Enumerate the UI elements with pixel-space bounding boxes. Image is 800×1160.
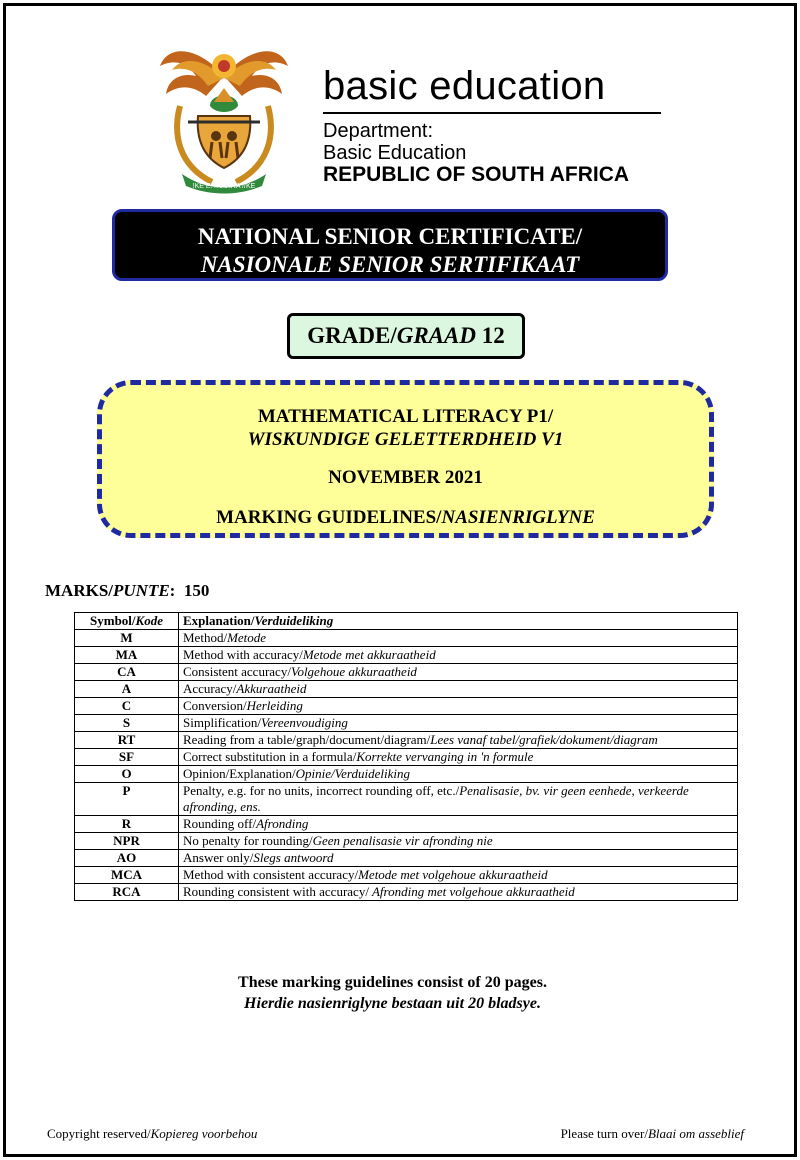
grade-box: [287, 313, 525, 359]
table-row: [75, 833, 738, 850]
table-row: [75, 816, 738, 833]
code-explanation: Rounding off/Afronding: [179, 816, 738, 833]
table-row: [75, 732, 738, 749]
code-symbol: A: [75, 681, 179, 698]
subject-title-af: WISKUNDIGE GELETTERDHEID V1: [247, 429, 564, 450]
code-symbol: AO: [75, 850, 179, 867]
department-label: Department:: [323, 120, 434, 142]
coat-of-arms-logo: [158, 36, 290, 194]
code-explanation: Consistent accuracy/Volgehoue akkuraatheid: [179, 664, 738, 681]
table-row: [75, 749, 738, 766]
code-explanation: Answer only/Slegs antwoord: [179, 850, 738, 867]
page-count-en: These marking guidelines consist of 20 pages.: [238, 974, 547, 991]
code-explanation: No penalty for rounding/Geen penalisasie vir afronding nie: [179, 833, 738, 850]
table-row: [75, 766, 738, 783]
department-branding: [323, 62, 663, 186]
code-explanation: Rounding consistent with accuracy/ Afronding met volgehoue akkuraatheid: [179, 884, 738, 901]
code-symbol: RT: [75, 732, 179, 749]
table-header-row: [75, 613, 738, 630]
code-symbol: MA: [75, 647, 179, 664]
code-symbol: NPR: [75, 833, 179, 850]
total-marks-value: 150: [183, 581, 210, 600]
code-explanation: Conversion/Herleiding: [179, 698, 738, 715]
page-count-note: [0, 972, 785, 1014]
table-row: [75, 698, 738, 715]
department-name: Basic Education: [323, 142, 467, 164]
table-row: [75, 630, 738, 647]
table-row: [75, 647, 738, 664]
footer-copyright: Copyright reserved/Kopiereg voorbehou: [47, 1126, 258, 1141]
certificate-banner: [112, 209, 668, 281]
code-explanation: Method with consistent accuracy/Metode met volgehoue akkuraatheid: [179, 867, 738, 884]
code-symbol: C: [75, 698, 179, 715]
code-explanation: Simplification/Vereenvoudiging: [179, 715, 738, 732]
code-symbol: P: [75, 783, 179, 816]
code-symbol: SF: [75, 749, 179, 766]
page-count-af: Hierdie nasienriglyne bestaan uit 20 bladsye.: [244, 995, 541, 1012]
table-row: [75, 783, 738, 816]
code-explanation: Method with accuracy/Metode met akkuraatheid: [179, 647, 738, 664]
table-row: [75, 715, 738, 732]
grade-number: 12: [481, 323, 505, 348]
code-explanation: Accuracy/Akkuraatheid: [179, 681, 738, 698]
table-row: [75, 850, 738, 867]
grade-label: GRADE/: [307, 323, 397, 348]
code-symbol: MCA: [75, 867, 179, 884]
marking-codes-table: [74, 612, 738, 901]
brand-title: basic education: [323, 64, 606, 108]
code-explanation: Penalty, e.g. for no units, incorrect rounding off, etc./Penalisasie, bv. vir geen eenhede, verkeerde afronding, ens.: [179, 783, 738, 816]
certificate-title-af: NASIONALE SENIOR SERTIFIKAAT: [200, 252, 580, 277]
table-row: [75, 664, 738, 681]
code-explanation: Correct substitution in a formula/Korrekte vervanging in 'n formule: [179, 749, 738, 766]
table-row: [75, 884, 738, 901]
grade-label-af: GRAAD: [396, 323, 476, 348]
crest-motto: !KE E: /XARRA //KE: [192, 183, 256, 190]
code-symbol: M: [75, 630, 179, 647]
footer-turn-over: Please turn over/Blaai om asseblief: [560, 1126, 744, 1141]
document-type: MARKING GUIDELINES/NASIENRIGLYNE: [216, 507, 595, 528]
table-row: [75, 867, 738, 884]
exam-date: NOVEMBER 2021: [328, 467, 483, 488]
code-explanation: Opinion/Explanation/Opinie/Verduideliking: [179, 766, 738, 783]
code-symbol: R: [75, 816, 179, 833]
table-row: [75, 681, 738, 698]
code-symbol: RCA: [75, 884, 179, 901]
certificate-title-en: NATIONAL SENIOR CERTIFICATE/: [197, 224, 583, 249]
header-explanation: Explanation/Verduideliking: [179, 613, 738, 630]
code-symbol: CA: [75, 664, 179, 681]
brand-divider: [323, 112, 661, 114]
header-symbol: Symbol/Kode: [75, 613, 179, 630]
code-symbol: S: [75, 715, 179, 732]
country-name: REPUBLIC OF SOUTH AFRICA: [323, 163, 630, 186]
code-symbol: O: [75, 766, 179, 783]
code-explanation: Reading from a table/graph/document/diagram/Lees vanaf tabel/grafiek/dokument/diagram: [179, 732, 738, 749]
subject-title-en: MATHEMATICAL LITERACY P1/: [257, 406, 554, 427]
total-marks: MARKS/PUNTE: 150: [45, 581, 210, 600]
subject-box: [97, 380, 714, 538]
code-explanation: Method/Metode: [179, 630, 738, 647]
